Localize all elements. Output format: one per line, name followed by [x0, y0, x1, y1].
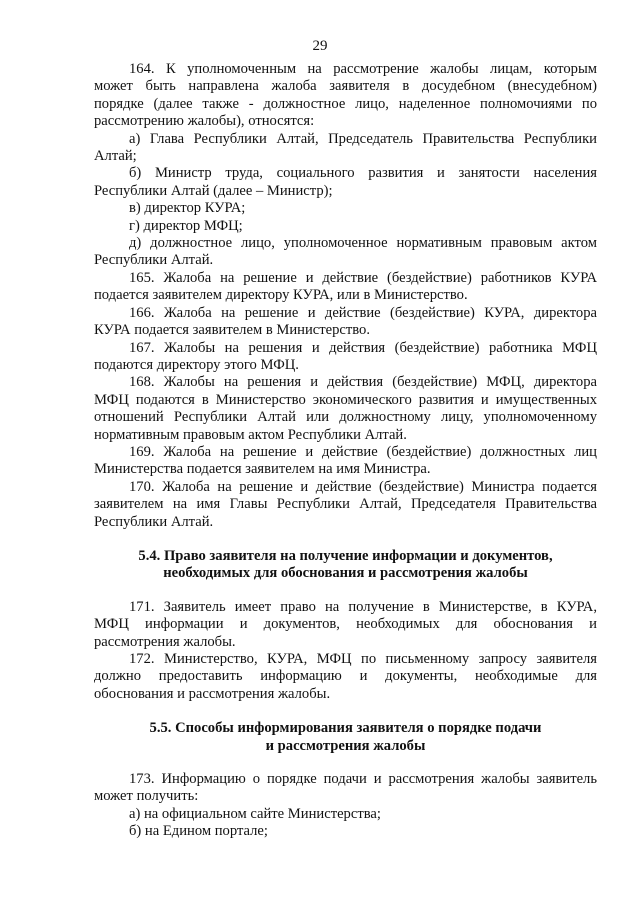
paragraph-167: 167. Жалобы на решения и действия (бездействие) работника МФЦ подаются директору этого МФЦ. — [94, 339, 597, 373]
list-item-173-b: б) на Едином портале; — [129, 823, 268, 840]
paragraph-173: 173. Информацию о порядке подачи и рассмотрения жалобы заявитель может получить: — [94, 771, 597, 805]
list-item-164-b: б) Министр труда, социального развития и занятости населения Республики Алтай (далее – Министр); — [94, 165, 597, 199]
section-heading-5-5: 5.5. Способы информирования заявителя о порядке подачи и рассмотрения жалобы — [149, 720, 542, 754]
document-body — [94, 61, 597, 841]
paragraph-171: 171. Заявитель имеет право на получение в Министерстве, в КУРА, МФЦ информации и документов, необходимых для обоснования и рассмотрения жалобы. — [94, 598, 597, 650]
paragraph-169: 169. Жалоба на решение и действие (бездействие) должностных лиц Министерства подается заявителем на имя Министра. — [94, 443, 597, 478]
paragraph-172: 172. Министерство, КУРА, МФЦ по письменному запросу заявителя должно предоставить информацию и документы, необходимые для обоснования и рассмотрения жалобы. — [94, 651, 597, 702]
list-item-164-d: д) должностное лицо, уполномоченное нормативным правовым актом Республики Алтай. — [94, 235, 597, 269]
section-heading-5-4: 5.4. Право заявителя на получение информации и документов, необходимых для обоснования и рассмотрения жалобы — [138, 547, 553, 582]
paragraph-166: 166. Жалоба на решение и действие (бездействие) КУРА, директора КУРА подается заявителем в Министерство. — [94, 304, 597, 339]
paragraph-165: 165. Жалоба на решение и действие (бездействие) работников КУРА подается заявителем директору КУРА, или в Министерство. — [94, 269, 597, 304]
list-item-164-a: а) Глава Республики Алтай, Председатель Правительства Республики Алтай; — [94, 130, 597, 165]
list-item-164-v: в) директор КУРА; — [129, 200, 246, 217]
list-item-173-a: а) на официальном сайте Министерства; — [129, 805, 381, 822]
page-number: 29 — [312, 38, 328, 54]
paragraph-168: 168. Жалобы на решения и действия (бездействие) МФЦ, директора МФЦ подаются в Министерство экономического развития и имущественных отношений Республики Алтай или должностному лицу, уполномоченному нормативным правовым актом Республики Алтай. — [94, 374, 597, 443]
paragraph-164: 164. К уполномоченным на рассмотрение жалобы лицам, которым может быть направлена жалоба заявителя в досудебном (внесудебном) порядке (далее также - должностное лицо, наделенное полномочиями по рассмотрению жалобы), относятся: — [94, 61, 597, 130]
list-item-164-g: г) директор МФЦ; — [129, 217, 243, 234]
paragraph-170: 170. Жалоба на решение и действие (бездействие) Министра подается заявителем на имя Главы Республики Алтай, Председателя Правительства Республики Алтай. — [94, 478, 597, 530]
